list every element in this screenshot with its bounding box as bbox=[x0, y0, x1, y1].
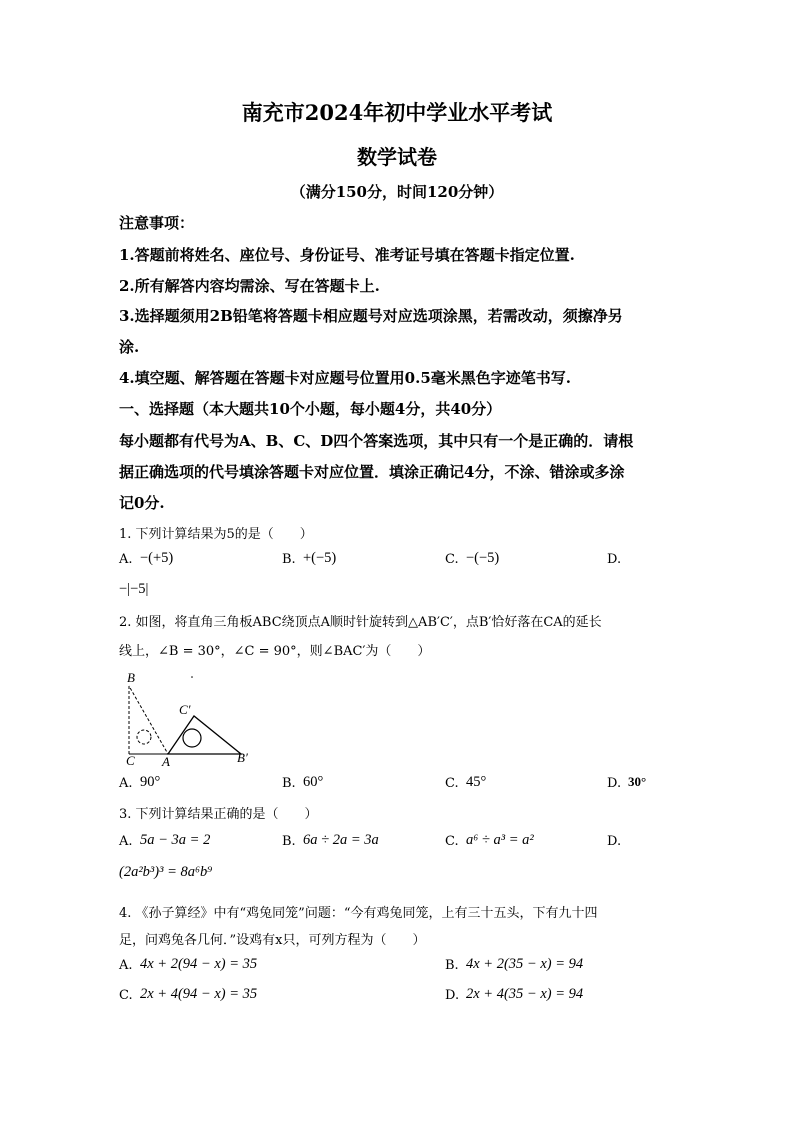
q1-option-d-label: D. bbox=[607, 552, 622, 567]
q3-option-a-label: A. bbox=[119, 834, 133, 849]
q3-stem: 3. 下列计算结果正确的是（ ） bbox=[119, 807, 318, 822]
triangle-prime-hole bbox=[183, 729, 201, 747]
q2-option-c: 45° bbox=[466, 774, 487, 790]
q3-option-d: (2a²b³)³ = 8a⁶b⁹ bbox=[119, 864, 213, 880]
q4-option-b: 4x + 2(35 − x) = 94 bbox=[466, 956, 584, 972]
q2-stem-1: 2. 如图，将直角三角板ABC绕顶点A顺时针旋转到△AB′C′，点B′恰好落在CA的延长 bbox=[119, 615, 602, 630]
q4-option-d: 2x + 4(35 − x) = 94 bbox=[466, 986, 584, 1002]
q3-option-c-label: C. bbox=[445, 834, 459, 849]
exam-subject: 数学试卷 bbox=[357, 145, 437, 169]
figure-dot bbox=[191, 676, 193, 678]
label-c-prime: C′ bbox=[179, 702, 191, 717]
q4-option-d-label: D. bbox=[445, 988, 460, 1003]
q1-option-b: +(−5) bbox=[303, 550, 337, 566]
label-a: A bbox=[162, 754, 170, 768]
q1-option-d: −|−5| bbox=[119, 581, 149, 597]
exam-meta: （满分150分，时间120分钟） bbox=[290, 183, 504, 201]
q4-stem-1: 4. 《孙子算经》中有“鸡兔同笼”问题：“今有鸡兔同笼，上有三十五头，下有九十四 bbox=[119, 906, 598, 921]
q4-option-c-label: C. bbox=[119, 988, 133, 1003]
note-item-1: 1.答题前将姓名、座位号、身份证号、准考证号填在答题卡指定位置. bbox=[119, 246, 575, 264]
q2-option-d: 30° bbox=[628, 774, 647, 789]
note-item-4: 4.填空题、解答题在答题卡对应题号位置用0.5毫米黑色字迹笔书写. bbox=[119, 369, 571, 387]
q2-option-a-label: A. bbox=[119, 776, 133, 791]
q4-option-c: 2x + 4(94 − x) = 35 bbox=[140, 986, 258, 1002]
q1-option-a-label: A. bbox=[119, 552, 133, 567]
q2-figure bbox=[115, 668, 265, 768]
q3-option-c: a⁶ ÷ a³ = a² bbox=[466, 832, 534, 848]
triangle-abc-hole bbox=[137, 730, 151, 744]
q4-stem-2: 足，问鸡兔各几何．”设鸡有x只，可列方程为（ ） bbox=[119, 933, 426, 948]
label-b: B bbox=[127, 670, 135, 685]
note-item-3-cont: 涂. bbox=[119, 338, 140, 356]
q4-option-b-label: B. bbox=[445, 958, 459, 973]
q1-stem: 1. 下列计算结果为5的是（ ） bbox=[119, 527, 313, 542]
q4-option-a-label: A. bbox=[119, 958, 133, 973]
q2-option-c-label: C. bbox=[445, 776, 459, 791]
note-item-2: 2.所有解答内容均需涂、写在答题卡上. bbox=[119, 277, 380, 295]
exam-title: 南充市2024年初中学业水平考试 bbox=[241, 100, 553, 125]
section-instructions-1: 每小题都有代号为A、B、C、D四个答案选项，其中只有一个是正确的．请根 bbox=[119, 432, 634, 450]
q2-option-d-label: D. bbox=[607, 776, 622, 791]
q1-option-b-label: B. bbox=[282, 552, 296, 567]
section-heading: 一、选择题（本大题共10个小题，每小题4分，共40分） bbox=[119, 400, 502, 418]
section-instructions-2: 据正确选项的代号填涂答题卡对应位置．填涂正确记4分，不涂、错涂或多涂 bbox=[119, 463, 625, 481]
note-item-3: 3.选择题须用2B铅笔将答题卡相应题号对应选项涂黑，若需改动，须擦净另 bbox=[119, 307, 623, 325]
q2-option-b: 60° bbox=[303, 774, 324, 790]
q3-option-b-label: B. bbox=[282, 834, 296, 849]
label-c: C bbox=[126, 753, 135, 768]
q1-option-c: −(−5) bbox=[466, 550, 500, 566]
q4-option-a: 4x + 2(94 − x) = 35 bbox=[140, 956, 258, 972]
q1-option-a: −(+5) bbox=[140, 550, 174, 566]
label-b-prime: B′ bbox=[237, 750, 248, 765]
q3-option-a: 5a − 3a = 2 bbox=[140, 832, 211, 848]
notes-heading: 注意事项： bbox=[119, 214, 195, 232]
q3-option-d-label: D. bbox=[607, 834, 622, 849]
triangle-abc bbox=[129, 686, 168, 754]
q2-option-a: 90° bbox=[140, 774, 161, 790]
q2-stem-2: 线上，∠B = 30°，∠C = 90°，则∠BAC′为（ ） bbox=[119, 644, 431, 659]
section-instructions-3: 记0分. bbox=[119, 494, 165, 512]
q1-option-c-label: C. bbox=[445, 552, 459, 567]
q3-option-b: 6a ÷ 2a = 3a bbox=[303, 832, 379, 848]
q2-option-b-label: B. bbox=[282, 776, 296, 791]
triangle-ab-c-prime bbox=[168, 716, 241, 754]
